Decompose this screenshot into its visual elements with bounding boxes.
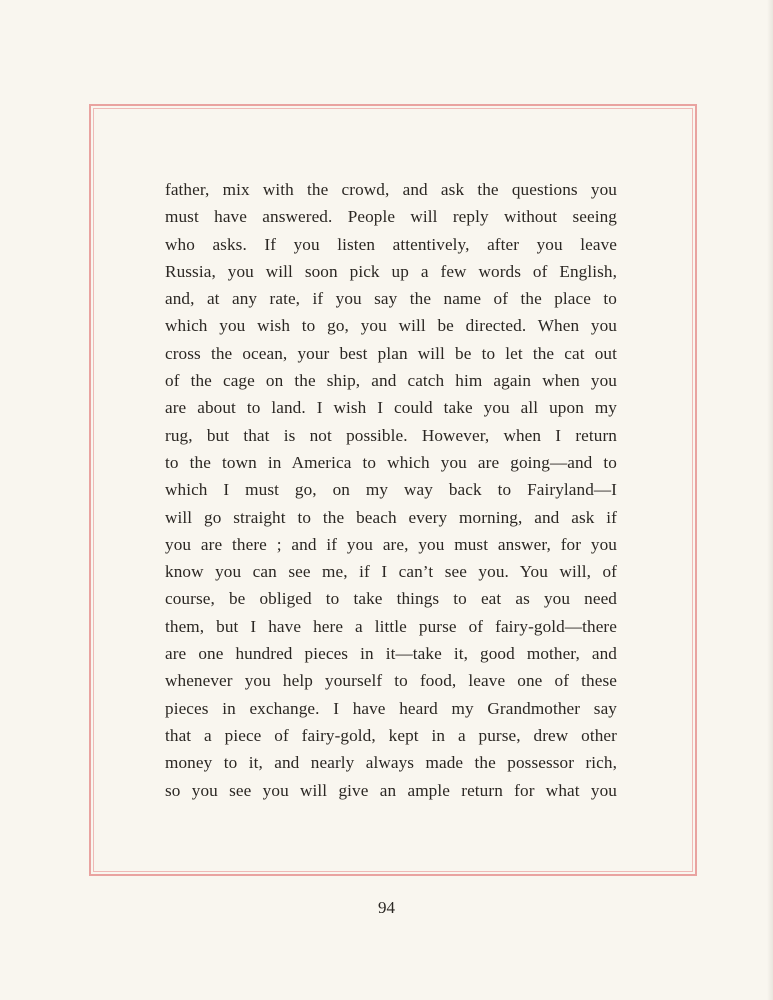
text-line: father, mix with the crowd, and ask the questions you [165,180,617,199]
text-line: which I must go, on my way back to Fairyland—I [165,480,617,500]
text-line: are one hundred pieces in it—take it, good mother, and [165,644,617,664]
text-line: cross the ocean, your best plan will be to let the cat out [165,343,617,363]
text-line: that a piece of fairy-gold, kept in a purse, drew other [165,725,617,745]
text-line: pieces in exchange. I have heard my Grandmother say [165,698,617,718]
text-line: will go straight to the beach every morning, and ask if [165,507,617,527]
text-line: who asks. If you listen attentively, after you leave [165,234,617,254]
text-line: must have answered. People will reply without seeing [165,207,617,227]
text-line: and, at any rate, if you say the name of the place to [165,289,617,309]
text-line: know you can see me, if I can’t see you. You will, of [165,562,617,582]
text-line: them, but I have here a little purse of fairy-gold—there [165,616,617,636]
text-line: rug, but that is not possible. However, when I return [165,425,617,445]
text-line: so you see you will give an ample return for what you [165,780,617,800]
text-line: whenever you help yourself to food, leave one of these [165,671,617,691]
page-edge-shadow [767,0,773,1000]
text-line: are about to land. I wish I could take you all upon my [165,398,617,418]
page-number: 94 [378,898,395,917]
text-line: of the cage on the ship, and catch him again when you [165,371,617,391]
text-line: course, be obliged to take things to eat as you need [165,589,617,609]
text-line: to the town in America to which you are going—and to [165,452,617,472]
text-line: money to it, and nearly always made the possessor rich, [165,753,617,773]
text-line: which you wish to go, you will be directed. When you [165,316,617,336]
body-text [165,176,617,804]
text-line: Russia, you will soon pick up a few words of English, [165,261,617,281]
text-line: you are there ; and if you are, you must answer, for you [165,534,617,554]
